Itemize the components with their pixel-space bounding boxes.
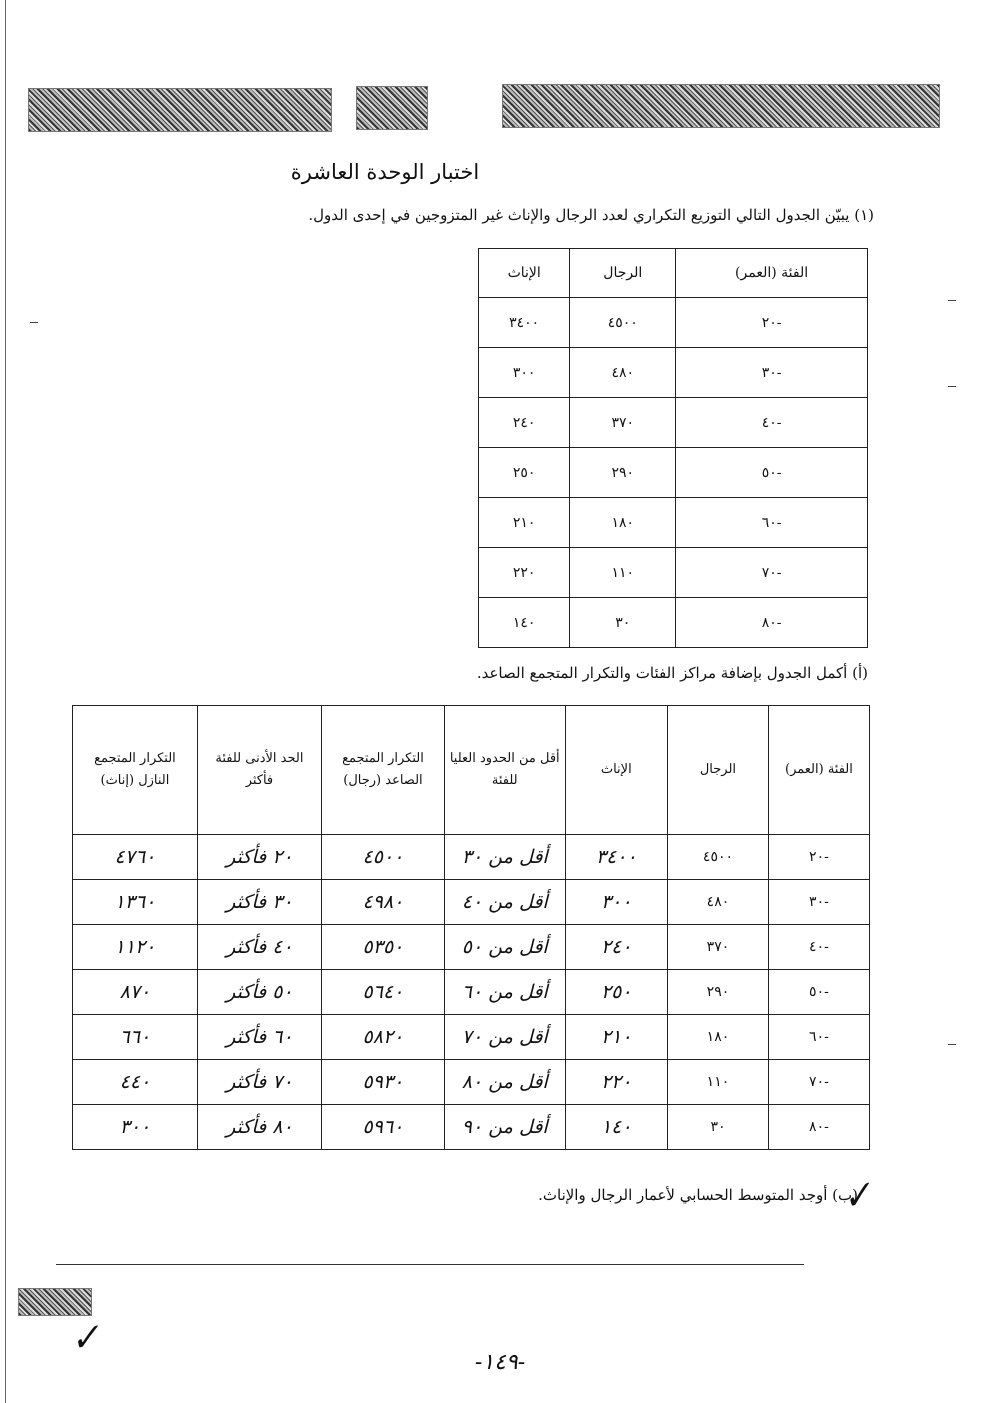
header-hatch-band-right [502, 84, 940, 128]
cell-less-than-handwritten: أقل من ٩٠ [444, 1105, 565, 1150]
cell-ascending-handwritten: ٥٨٢٠ [321, 1015, 444, 1060]
cell-women-handwritten: ٢٥٠ [565, 970, 668, 1015]
cell-men: ٢٩٠ [570, 448, 676, 498]
footer-hatch-band [18, 1288, 92, 1316]
cell-less-than-handwritten: أقل من ٧٠ [444, 1015, 565, 1060]
question-1-text: (١) يبيّن الجدول التالي التوزيع التكراري لعدد الرجال والإناث غير المتزوجين في إحدى الدول. [308, 206, 874, 224]
cell-or-more-handwritten: ٨٠ فأكثر [197, 1105, 321, 1150]
cell-class: -٦٠ [676, 498, 868, 548]
header-age-class: الفئة (العمر) [768, 706, 869, 835]
header-hatch-band-left [28, 88, 332, 132]
cell-men: ١١٠ [570, 548, 676, 598]
cell-women-handwritten: ٢١٠ [565, 1015, 668, 1060]
cell-men: ١٨٠ [570, 498, 676, 548]
cell-class: -٨٠ [768, 1105, 869, 1150]
table-row [479, 298, 868, 348]
answer-line [56, 1264, 804, 1265]
cell-women: ٢١٠ [479, 498, 570, 548]
cell-women: ٣٤٠٠ [479, 298, 570, 348]
cell-men: ٤٨٠ [668, 880, 769, 925]
cell-ascending-handwritten: ٥٦٤٠ [321, 970, 444, 1015]
cell-women: ٣٠٠ [479, 348, 570, 398]
cell-ascending-handwritten: ٥٩٣٠ [321, 1060, 444, 1105]
cell-women-handwritten: ٢٤٠ [565, 925, 668, 970]
cell-women-handwritten: ٢٢٠ [565, 1060, 668, 1105]
cell-class: -٤٠ [676, 398, 868, 448]
cell-women-handwritten: ٣٠٠ [565, 880, 668, 925]
cell-less-than-handwritten: أقل من ٨٠ [444, 1060, 565, 1105]
question-b-text: (ب) أوجد المتوسط الحسابي لأعمار الرجال والإناث. [538, 1186, 858, 1204]
table-row [73, 880, 870, 925]
cell-or-more-handwritten: ٦٠ فأكثر [197, 1015, 321, 1060]
table-row [479, 398, 868, 448]
cell-less-than-handwritten: أقل من ٦٠ [444, 970, 565, 1015]
cell-men: ١١٠ [668, 1060, 769, 1105]
cell-men: ٢٩٠ [668, 970, 769, 1015]
table-row [73, 1105, 870, 1150]
table-row [73, 1060, 870, 1105]
header-less-than-upper-bound: أقل من الحدود العليا للفئة [444, 706, 565, 835]
scan-edge-line [5, 0, 6, 1403]
cell-or-more-handwritten: ٧٠ فأكثر [197, 1060, 321, 1105]
cell-men: ٣٠ [570, 598, 676, 648]
cell-descending-handwritten: ٣٠٠ [73, 1105, 198, 1150]
cell-women-handwritten: ١٤٠ [565, 1105, 668, 1150]
table-row [479, 448, 868, 498]
table-row [73, 925, 870, 970]
margin-tick [948, 386, 956, 387]
test-title: اختبار الوحدة العاشرة [290, 160, 480, 184]
cell-or-more-handwritten: ٤٠ فأكثر [197, 925, 321, 970]
table-header-row [479, 249, 868, 298]
cell-or-more-handwritten: ٥٠ فأكثر [197, 970, 321, 1015]
cell-class: -٧٠ [676, 548, 868, 598]
cell-descending-handwritten: ٦٦٠ [73, 1015, 198, 1060]
header-hatch-band-middle [356, 86, 428, 130]
cell-descending-handwritten: ٤٤٠ [73, 1060, 198, 1105]
cell-ascending-handwritten: ٥٩٦٠ [321, 1105, 444, 1150]
table-row [479, 498, 868, 548]
cell-men: ٤٥٠٠ [668, 835, 769, 880]
cell-men: ٤٨٠ [570, 348, 676, 398]
cell-women: ٢٢٠ [479, 548, 570, 598]
header-women: الإناث [565, 706, 668, 835]
cell-class: -٤٠ [768, 925, 869, 970]
frequency-table [478, 248, 868, 648]
table-row [73, 1015, 870, 1060]
table-row [73, 835, 870, 880]
margin-tick [948, 1044, 956, 1045]
cell-or-more-handwritten: ٢٠ فأكثر [197, 835, 321, 880]
header-cumulative-descending: التكرار المتجمع النازل (إناث) [73, 706, 198, 835]
cell-women: ٢٤٠ [479, 398, 570, 448]
check-mark-icon: ✓ [67, 1316, 103, 1361]
cell-men: ١٨٠ [668, 1015, 769, 1060]
cell-women: ١٤٠ [479, 598, 570, 648]
table-row [73, 970, 870, 1015]
cell-men: ٣٠ [668, 1105, 769, 1150]
cell-class: -٣٠ [768, 880, 869, 925]
check-mark-icon: ✓ [838, 1173, 877, 1220]
cell-class: -٢٠ [676, 298, 868, 348]
question-a-text: (أ) أكمل الجدول بإضافة مراكز الفئات والتكرار المتجمع الصاعد. [476, 664, 868, 682]
cell-descending-handwritten: ٨٧٠ [73, 970, 198, 1015]
header-lower-bound-or-more: الحد الأدنى للفئة فأكثر [197, 706, 321, 835]
cell-ascending-handwritten: ٤٥٠٠ [321, 835, 444, 880]
cell-class: -٥٠ [768, 970, 869, 1015]
margin-tick [948, 300, 956, 301]
cell-men: ٣٧٠ [668, 925, 769, 970]
table-row [479, 548, 868, 598]
cell-or-more-handwritten: ٣٠ فأكثر [197, 880, 321, 925]
margin-tick [30, 322, 38, 323]
cell-class: -٧٠ [768, 1060, 869, 1105]
cell-descending-handwritten: ١٣٦٠ [73, 880, 198, 925]
cell-women-handwritten: ٣٤٠٠ [565, 835, 668, 880]
cell-class: -٨٠ [676, 598, 868, 648]
cell-class: -٦٠ [768, 1015, 869, 1060]
table-header-row [73, 706, 870, 835]
cumulative-frequency-table [72, 705, 870, 1150]
cell-ascending-handwritten: ٥٣٥٠ [321, 925, 444, 970]
cell-descending-handwritten: ١١٢٠ [73, 925, 198, 970]
header-age-class: الفئة (العمر) [676, 249, 868, 298]
cell-men: ٤٥٠٠ [570, 298, 676, 348]
cell-class: -٣٠ [676, 348, 868, 398]
header-men: الرجال [668, 706, 769, 835]
cell-less-than-handwritten: أقل من ٣٠ [444, 835, 565, 880]
cell-class: -٥٠ [676, 448, 868, 498]
cell-less-than-handwritten: أقل من ٤٠ [444, 880, 565, 925]
header-women: الإناث [479, 249, 570, 298]
cell-class: -٢٠ [768, 835, 869, 880]
cell-descending-handwritten: ٤٧٦٠ [73, 835, 198, 880]
page-number: -١٤٩- [474, 1350, 526, 1375]
cell-men: ٣٧٠ [570, 398, 676, 448]
cell-less-than-handwritten: أقل من ٥٠ [444, 925, 565, 970]
header-men: الرجال [570, 249, 676, 298]
table-row [479, 598, 868, 648]
table-row [479, 348, 868, 398]
header-cumulative-ascending: التكرار المتجمع الصاعد (رجال) [321, 706, 444, 835]
cell-ascending-handwritten: ٤٩٨٠ [321, 880, 444, 925]
cell-women: ٢٥٠ [479, 448, 570, 498]
